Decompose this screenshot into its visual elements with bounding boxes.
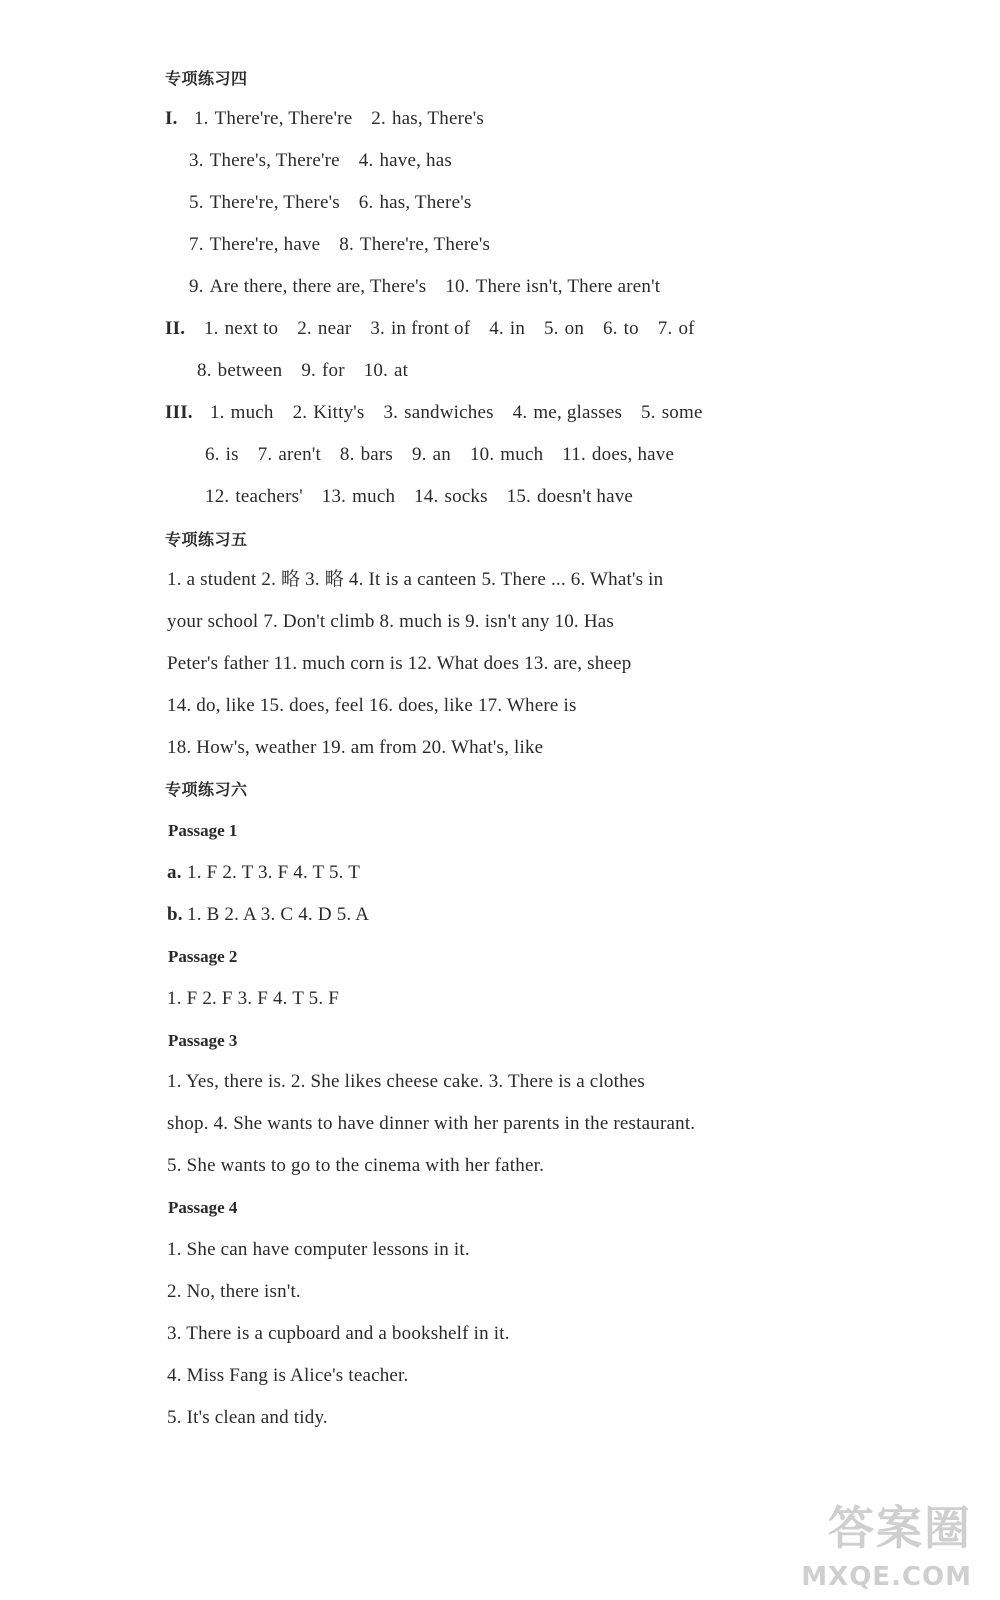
passage-3-title: Passage 3	[168, 1031, 238, 1050]
passage-4-title: Passage 4	[168, 1198, 238, 1217]
s4-II-row-1	[165, 317, 695, 341]
s5-line-1: 1. a student 2. 略 3. 略 4. It is a canteen 5. There ... 6. What's in	[167, 569, 664, 590]
watermark-url: MXQE.COM	[801, 1562, 972, 1592]
s4-II-label: II.	[165, 318, 186, 339]
s4-I-row-2	[189, 149, 452, 173]
passage-4-line-3: 3. There is a cupboard and a bookshelf in it.	[167, 1323, 510, 1344]
passage-1-a: a. 1. F 2. T 3. F 4. T 5. T	[167, 862, 361, 883]
s4-III-row-1	[165, 401, 703, 425]
s5-line-4: 14. do, like 15. does, feel 16. does, like 17. Where is	[167, 695, 577, 716]
list-item: 8. There're, There's	[339, 234, 491, 255]
list-item: 6. has, There's	[358, 192, 472, 213]
list-item: 5. on	[543, 318, 585, 339]
list-item: 10. There isn't, There aren't	[445, 276, 661, 297]
s4-III-row-2	[205, 443, 674, 467]
list-item: 5. some	[641, 402, 703, 423]
list-item: 3. sandwiches	[383, 402, 494, 423]
list-item: 11. does, have	[562, 444, 675, 465]
list-item: 6. is	[205, 444, 239, 465]
passage-1-title: Passage 1	[168, 821, 238, 840]
list-item: 1. There're, There're	[193, 108, 353, 129]
passage-3-line-2: shop. 4. She wants to have dinner with her parents in the restaurant.	[167, 1113, 696, 1134]
list-item: 10. much	[469, 444, 544, 465]
list-item: 4. have, has	[358, 150, 452, 171]
list-item: 1. much	[209, 402, 274, 423]
list-item: 7. aren't	[257, 444, 321, 465]
passage-4-line-1: 1. She can have computer lessons in it.	[167, 1239, 470, 1260]
s5-line-2: your school 7. Don't climb 8. much is 9. isn't any 10. Has	[167, 611, 614, 632]
s4-I-label: I.	[165, 108, 178, 129]
list-item: 10. at	[363, 360, 409, 381]
watermark	[782, 1492, 972, 1592]
list-item: 9. Are there, there are, There's	[189, 276, 427, 297]
passage-3-line-3: 5. She wants to go to the cinema with her father.	[167, 1155, 545, 1176]
passage-4-line-5: 5. It's clean and tidy.	[167, 1407, 328, 1428]
list-item: 4. me, glasses	[512, 402, 623, 423]
list-item: 6. to	[603, 318, 639, 339]
s4-I-row-4	[189, 233, 490, 257]
list-item: 14. socks	[414, 486, 488, 507]
list-item: 1. next to	[203, 318, 279, 339]
list-item: 5. There're, There's	[189, 192, 340, 213]
list-item: 15. doesn't have	[506, 486, 634, 507]
passage-4-line-2: 2. No, there isn't.	[167, 1281, 301, 1302]
s4-I-row-3	[189, 191, 471, 215]
s5-line-3: Peter's father 11. much corn is 12. What does 13. are, sheep	[167, 653, 632, 674]
list-item: 2. has, There's	[371, 108, 484, 129]
list-item: 8. bars	[339, 444, 394, 465]
passage-4-line-4: 4. Miss Fang is Alice's teacher.	[167, 1365, 409, 1386]
s4-III-label: III.	[165, 402, 193, 423]
list-item: 8. between	[197, 360, 283, 381]
list-item: 3. in front of	[370, 318, 471, 339]
s4-I-row-1	[165, 107, 484, 131]
section-6-title: 专项练习六	[165, 780, 248, 799]
list-item: 13. much	[321, 486, 396, 507]
watermark-logo: 答案圈	[828, 1501, 972, 1555]
list-item: 7. There're, have	[189, 234, 321, 255]
s5-line-5: 18. How's, weather 19. am from 20. What's, like	[167, 737, 544, 758]
list-item: 12. teachers'	[205, 486, 303, 507]
section-5-title: 专项练习五	[165, 530, 248, 549]
passage-1-b: b. 1. B 2. A 3. C 4. D 5. A	[167, 904, 370, 925]
section-4-title: 专项练习四	[165, 69, 248, 88]
s4-III-row-3	[205, 485, 633, 509]
list-item: 4. in	[489, 318, 526, 339]
list-item: 2. near	[297, 318, 352, 339]
passage-2-answers: 1. F 2. F 3. F 4. T 5. F	[167, 988, 339, 1009]
s4-II-row-2	[197, 359, 408, 383]
passage-2-title: Passage 2	[168, 947, 238, 966]
list-item: 3. There's, There're	[189, 150, 340, 171]
list-item: 9. an	[411, 444, 451, 465]
list-item: 7. of	[657, 318, 695, 339]
s4-I-row-5	[189, 275, 660, 299]
list-item: 2. Kitty's	[292, 402, 365, 423]
passage-3-line-1: 1. Yes, there is. 2. She likes cheese cake. 3. There is a clothes	[167, 1071, 646, 1092]
list-item: 9. for	[301, 360, 345, 381]
